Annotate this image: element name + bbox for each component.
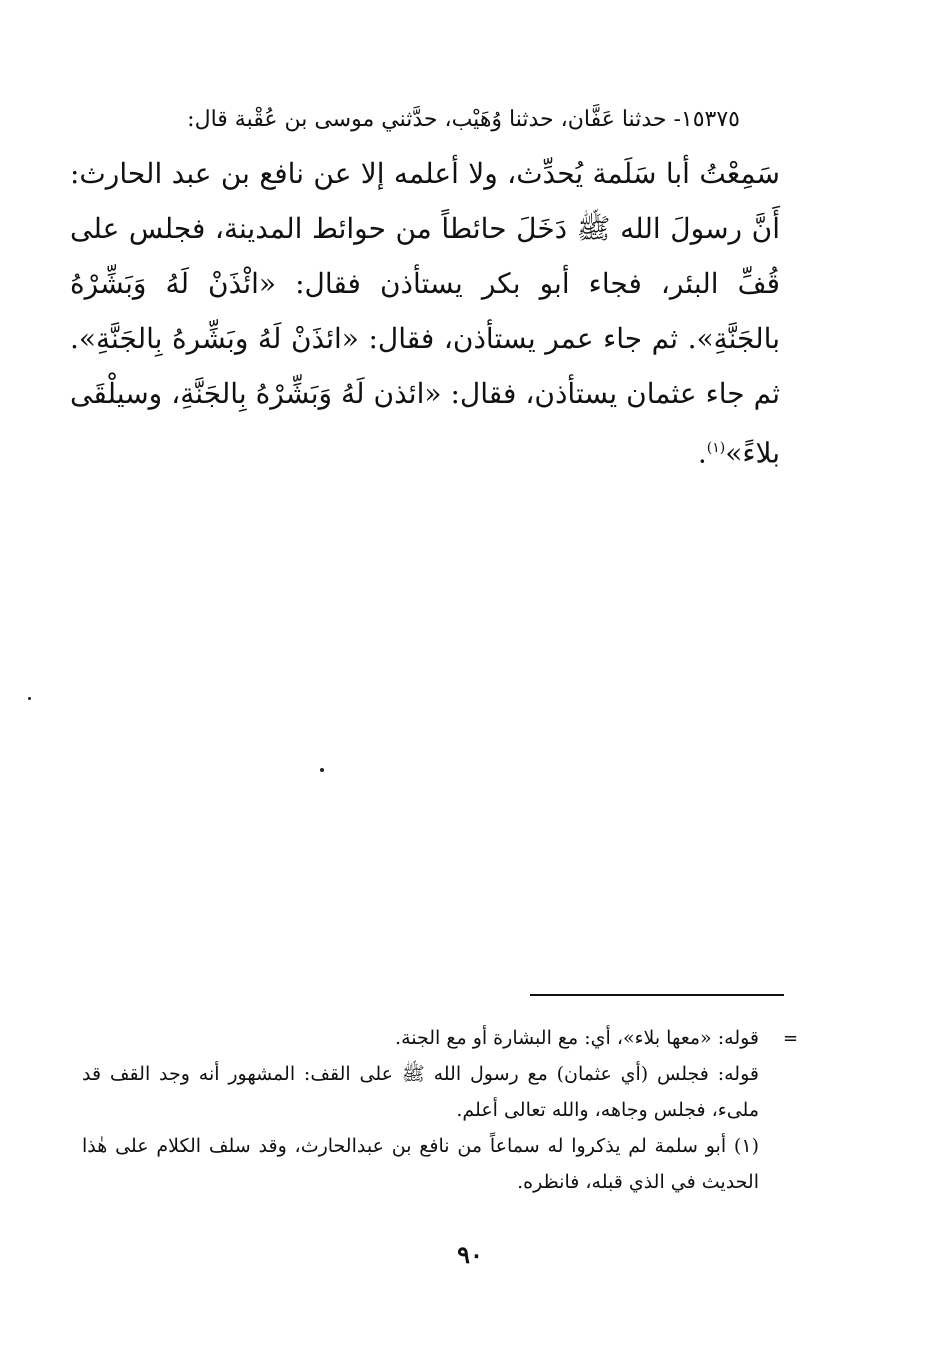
footnote-reference: (١) [706, 440, 726, 456]
hadith-header: ١٥٣٧٥- حدثنا عَفَّان، حدثنا وُهَيْب، حدَّثني موسى بن عُقْبة قال: [187, 107, 740, 132]
footnote-line: قوله: «معها بلاء»، أي: مع البشارة أو مع الجنة. [395, 1027, 759, 1049]
footnote-separator [530, 994, 784, 996]
footnote-line: قوله: فجلس (أي عثمان) مع رسول الله ﷺ على القف: المشهور أنه وجد القف قد ملىء، فجلس وجاهه، والله تعالى أعلم. [82, 1063, 759, 1121]
continuation-mark: = [783, 1028, 799, 1049]
hadith-body [70, 146, 780, 480]
footnote-line: (١) أبو سلمة لم يذكروا له سماعاً من نافع بن عبدالحارث، وقد سلف الكلام على هٰذا الحديث في الذي قبله، فانظره. [82, 1135, 759, 1193]
footnotes [82, 1020, 787, 1200]
scan-speck [320, 768, 324, 772]
hadith-end-punctuation: . [697, 436, 707, 470]
hadith-block [70, 100, 780, 480]
hadith-text: سَمِعْتُ أبا سَلَمة يُحدِّث، ولا أعلمه إلا عن نافع بن عبد الحارث: أَنَّ رسولَ الله ﷺ دَخَلَ حائطاً من حوائط المدينة، فجلس على قُفِّ البئر، فجاء أبو بكر يستأذن فقال: «ائْذَنْ لَهُ وَبَشِّرْهُ بالجَنَّةِ». ثم جاء عمر يستأذن، فقال: «ائذَنْ لَهُ وبَشِّرهُ بِالجَنَّةِ». ثم جاء عثمان يستأذن، فقال: «ائذن لَهُ وَبَشِّرْهُ بِالجَنَّةِ، وسيلْقَى بلاءً» [70, 157, 780, 470]
scan-speck [28, 697, 31, 700]
page-number: ٩٠ [457, 1240, 483, 1269]
